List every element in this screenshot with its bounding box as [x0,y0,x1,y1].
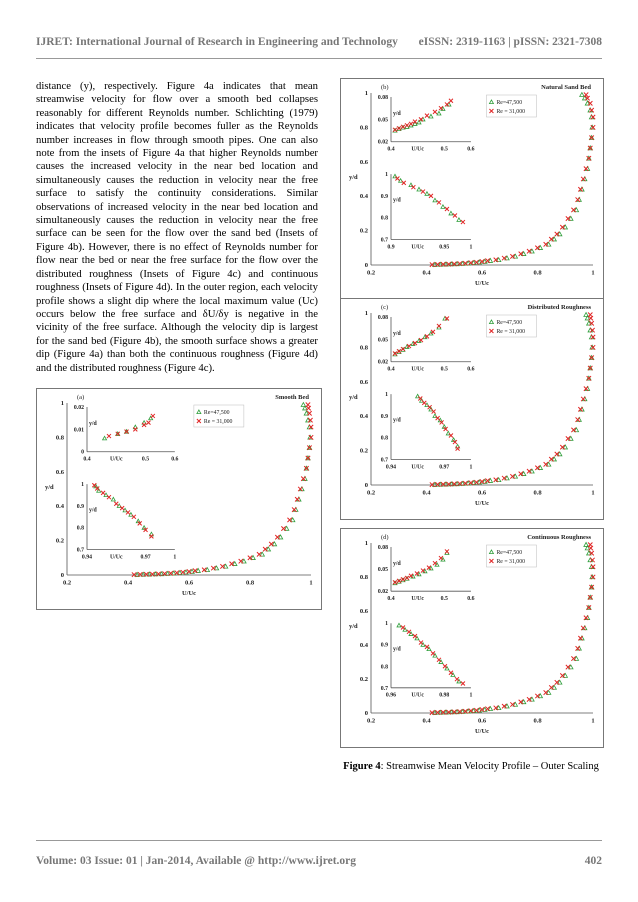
main-y-tick-label: 0.2 [359,676,368,683]
figure-4d [340,528,604,748]
footer-volume: Volume: 03 Issue: 01 | Jan-2014, Available @ http://www.ijret.org [36,855,357,867]
inset-background [373,621,477,698]
main-x-tick-label: 0.6 [477,717,487,725]
caption-text: : Streamwise Mean Velocity Profile – Outer Scaling [380,761,599,772]
inset-plot [69,482,181,560]
data-point-triangle [580,93,584,97]
data-point-cross [306,403,310,407]
inset-y-label: y/d [393,111,401,118]
inset-x-tick-label: U/Uc [411,692,424,699]
main-y-tick-label: 0.8 [359,124,368,132]
main-y-tick-label: 0 [364,262,368,269]
y-axis-label: y/d [349,174,358,181]
inset-x-tick-label: 0.4 [387,146,395,153]
main-y-tick-label: 0.4 [359,193,368,201]
inset-x-tick-label: 0.94 [81,554,93,561]
data-point-cross [588,313,592,317]
x-axis-label: U/Uc [474,728,490,735]
main-y-tick-label: 0.4 [359,642,368,649]
legend-label: Re=47,500 [496,100,523,106]
inset-x-tick-label: U/Uc [109,456,123,463]
inset-y-tick-label: 0.05 [377,567,388,574]
inset-y-tick-label: 0.02 [377,589,388,596]
main-y-tick-label: 1 [60,400,64,407]
main-y-tick-label: 1 [364,90,368,97]
inset-y-tick-label: 0.8 [380,435,388,442]
main-x-tick-label: 0.2 [62,579,72,587]
chart-title: Smooth Bed [275,394,309,401]
legend-label: Re = 31,000 [496,109,526,115]
main-y-tick-label: 0.4 [55,503,64,511]
inset-x-tick-label: U/Uc [411,146,424,153]
caption-label: Figure 4 [343,761,381,772]
inset-y-tick-label: 0.08 [377,95,388,101]
inset-x-tick-label: U/Uc [411,596,424,602]
page-header [36,36,602,52]
plot-area [349,534,595,735]
main-y-tick-label: 0.6 [55,468,64,476]
inset-y-label: y/d [393,331,401,338]
inset-x-tick-label: 0.4 [83,456,91,463]
main-y-tick-label: 0.2 [359,227,368,235]
issn: eISSN: 2319-1163 | pISSN: 2321-7308 [418,36,602,48]
figure-4a [36,388,322,610]
main-y-tick-label: 0.2 [359,447,368,455]
inset-y-tick-label: 0.01 [73,427,84,434]
chart-title: Continuous Roughness [527,534,591,541]
chart-smooth-bed [37,389,321,609]
legend-label: Re=47,500 [496,550,523,556]
main-y-tick-label: 0 [364,710,368,717]
main-y-tick-label: 0 [364,482,368,489]
chart-title: Natural Sand Bed [541,84,591,91]
inset-y-label: y/d [393,197,401,204]
main-x-tick-label: 0.6 [477,269,487,277]
main-x-tick-label: 0.6 [184,579,194,587]
main-x-tick-label: 0.8 [533,717,542,725]
data-point-cross [588,543,592,547]
main-x-tick-label: 1 [309,579,313,587]
panel-label: (c) [381,304,389,311]
inset-x-tick-label: 0.6 [467,146,475,153]
inset-y-tick-label: 0.05 [377,337,388,344]
inset-plot [373,172,477,250]
inset-y-tick-label: 0.8 [380,664,388,671]
main-y-tick-label: 0.8 [55,434,64,442]
inset-background [373,315,477,372]
main-x-tick-label: 0.8 [533,269,542,277]
legend-label: Re = 31,000 [496,329,526,335]
inset-y-tick-label: 0.02 [73,405,84,411]
main-x-tick-label: 1 [591,269,595,277]
plot-area [45,394,313,597]
inset-y-tick-label: 0.7 [380,685,388,692]
main-y-tick-label: 0.6 [359,158,368,166]
inset-y-tick-label: 0.7 [76,547,84,554]
inset-y-tick-label: 0.9 [380,642,388,649]
inset-plot [373,621,477,698]
main-x-tick-label: 0.4 [422,269,431,277]
inset-background [69,482,181,559]
main-y-tick-label: 0.4 [359,413,368,421]
main-x-tick-label: 1 [591,717,595,725]
inset-x-tick-label: U/Uc [109,554,123,561]
inset-x-tick-label: 0.4 [387,366,395,373]
main-y-tick-label: 0.2 [55,537,64,545]
data-point-triangle [301,403,305,407]
inset-y-tick-label: 1 [385,621,388,628]
page-footer [36,855,602,867]
y-axis-label: y/d [349,623,358,630]
inset-x-tick-label: U/Uc [411,244,424,251]
inset-x-tick-label: 1 [469,464,473,471]
inset-y-tick-label: 0.7 [380,237,388,244]
main-y-tick-label: 0 [60,572,64,579]
inset-y-tick-label: 0.02 [377,359,388,366]
legend-label: Re = 31,000 [496,559,526,565]
data-point-triangle [584,313,588,317]
legend-label: Re = 31,000 [203,419,233,425]
inset-x-tick-label: 0.9 [387,244,395,251]
inset-y-tick-label: 0.8 [76,525,84,532]
main-x-tick-label: 1 [591,489,595,497]
panel-label: (b) [381,84,389,91]
inset-y-tick-label: 1 [385,172,388,179]
panel-label: (a) [77,394,85,401]
chart-title: Distributed Roughness [527,304,591,311]
chart-natural-sand-bed [341,79,603,299]
main-y-tick-label: 0.8 [359,344,368,352]
inset-y-label: y/d [89,507,97,514]
inset-x-tick-label: 0.95 [439,244,450,251]
inset-y-tick-label: 0.08 [377,545,388,551]
inset-x-tick-label: 0.4 [387,596,395,602]
main-x-tick-label: 0.2 [366,269,376,277]
chart-continuous-roughness [341,529,603,747]
inset-y-tick-label: 1 [81,482,84,489]
inset-x-tick-label: U/Uc [411,366,424,373]
inset-y-tick-label: 1 [385,392,388,399]
inset-y-tick-label: 0 [81,449,84,456]
chart-distributed-roughness [341,299,603,519]
main-y-tick-label: 0.6 [359,378,368,386]
inset-plot [69,405,181,463]
inset-y-tick-label: 0.08 [377,315,388,321]
data-point-triangle [584,543,588,547]
main-y-tick-label: 0.8 [359,574,368,581]
main-y-tick-label: 0.6 [359,608,368,615]
figure-caption [340,760,602,773]
main-x-tick-label: 0.2 [366,717,376,725]
inset-plot [373,95,477,153]
inset-y-label: y/d [393,417,401,424]
inset-y-tick-label: 0.05 [377,117,388,124]
footer-rule [36,840,602,841]
inset-x-tick-label: U/Uc [411,464,424,471]
main-x-tick-label: 0.4 [422,717,431,725]
inset-y-tick-label: 0.02 [377,139,388,146]
inset-y-tick-label: 0.9 [76,503,84,510]
y-axis-label: y/d [349,394,358,401]
figure-4c [340,298,604,520]
inset-x-tick-label: 0.98 [439,692,450,699]
main-y-tick-label: 1 [364,310,368,317]
inset-y-label: y/d [393,646,401,653]
inset-plot [373,392,477,470]
main-x-tick-label: 0.8 [245,579,255,587]
inset-x-tick-label: 0.6 [171,456,179,463]
inset-plot [373,315,477,373]
main-x-tick-label: 0.4 [123,579,133,587]
inset-y-tick-label: 0.9 [380,413,388,420]
inset-x-tick-label: 0.5 [141,456,150,463]
inset-x-tick-label: 0.5 [440,146,448,153]
inset-plot [373,545,477,602]
inset-x-tick-label: 0.96 [385,692,397,699]
inset-y-label: y/d [393,560,401,567]
page-number: 402 [584,855,602,867]
x-axis-label: U/Uc [474,280,490,287]
x-axis-label: U/Uc [474,500,490,507]
inset-x-tick-label: 0.5 [440,596,448,602]
inset-x-tick-label: 0.97 [140,554,151,561]
body-paragraph: distance (y), respectively. Figure 4a indicates that mean streamwise velocity for flow over a smooth bed collapses reasonably for different Reynolds number. Schlichting (1979) indicates that velocity profile becomes fuller as the Reynolds number increases in flow through smooth pipes. One can also note from the insets of Figure 4a that higher Reynolds number causes the increased velocity in the near bed location and simultaneously causes the reduction in velocity near the free surface to satisfy the continuity considerations. Similar observations of increased velocity in the near bed location and simultaneously causes the reduction in velocity near the free surface can be seen for the flow over the sand bed (Insets of Figure 4b). However, there is no effect of Reynolds number for flow near the bed or near the free surface for the flow over the distributed roughness (Insets of Figure 4c) and continuous roughness (Insets of Figure 4d). In the outer region, each velocity profile shows a slight dip where the local maximum value (Uc) occurs below the free surface and δU/δy is negative in the vicinity of the free surface. Although the velocity dip is largest for the sand bed (Figure 4b), the smooth surface shows a greater dip (Figure 4a) than both the continuous roughness (Figure 4d) and the distributed roughness (Figure 4c). [36,80,318,374]
inset-background [373,95,477,152]
main-x-tick-label: 0.6 [477,489,487,497]
inset-x-tick-label: 0.94 [385,464,397,471]
inset-x-tick-label: 0.97 [439,464,450,471]
inset-x-tick-label: 1 [469,244,473,251]
legend-label: Re=47,500 [203,410,230,416]
y-axis-label: y/d [45,484,54,491]
main-y-tick-label: 1 [364,540,368,547]
journal-title: IJRET: International Journal of Research in Engineering and Technology [36,36,398,48]
inset-x-tick-label: 0.6 [467,596,475,602]
inset-y-label: y/d [89,421,97,428]
inset-x-tick-label: 1 [469,692,473,699]
legend-label: Re=47,500 [496,320,523,326]
inset-x-tick-label: 1 [173,554,177,561]
main-x-tick-label: 0.4 [422,489,431,497]
inset-x-tick-label: 0.6 [467,366,475,373]
x-axis-label: U/Uc [181,590,197,597]
plot-area [349,304,595,507]
main-x-tick-label: 0.2 [366,489,376,497]
panel-label: (d) [381,534,389,541]
header-rule [36,58,602,59]
inset-y-tick-label: 0.9 [380,193,388,200]
plot-area [349,84,595,287]
inset-y-tick-label: 0.8 [380,215,388,222]
main-x-tick-label: 0.8 [533,489,542,497]
inset-background [373,172,477,249]
inset-x-tick-label: 0.5 [440,366,448,373]
figure-4b [340,78,604,300]
inset-y-tick-label: 0.7 [380,457,388,464]
